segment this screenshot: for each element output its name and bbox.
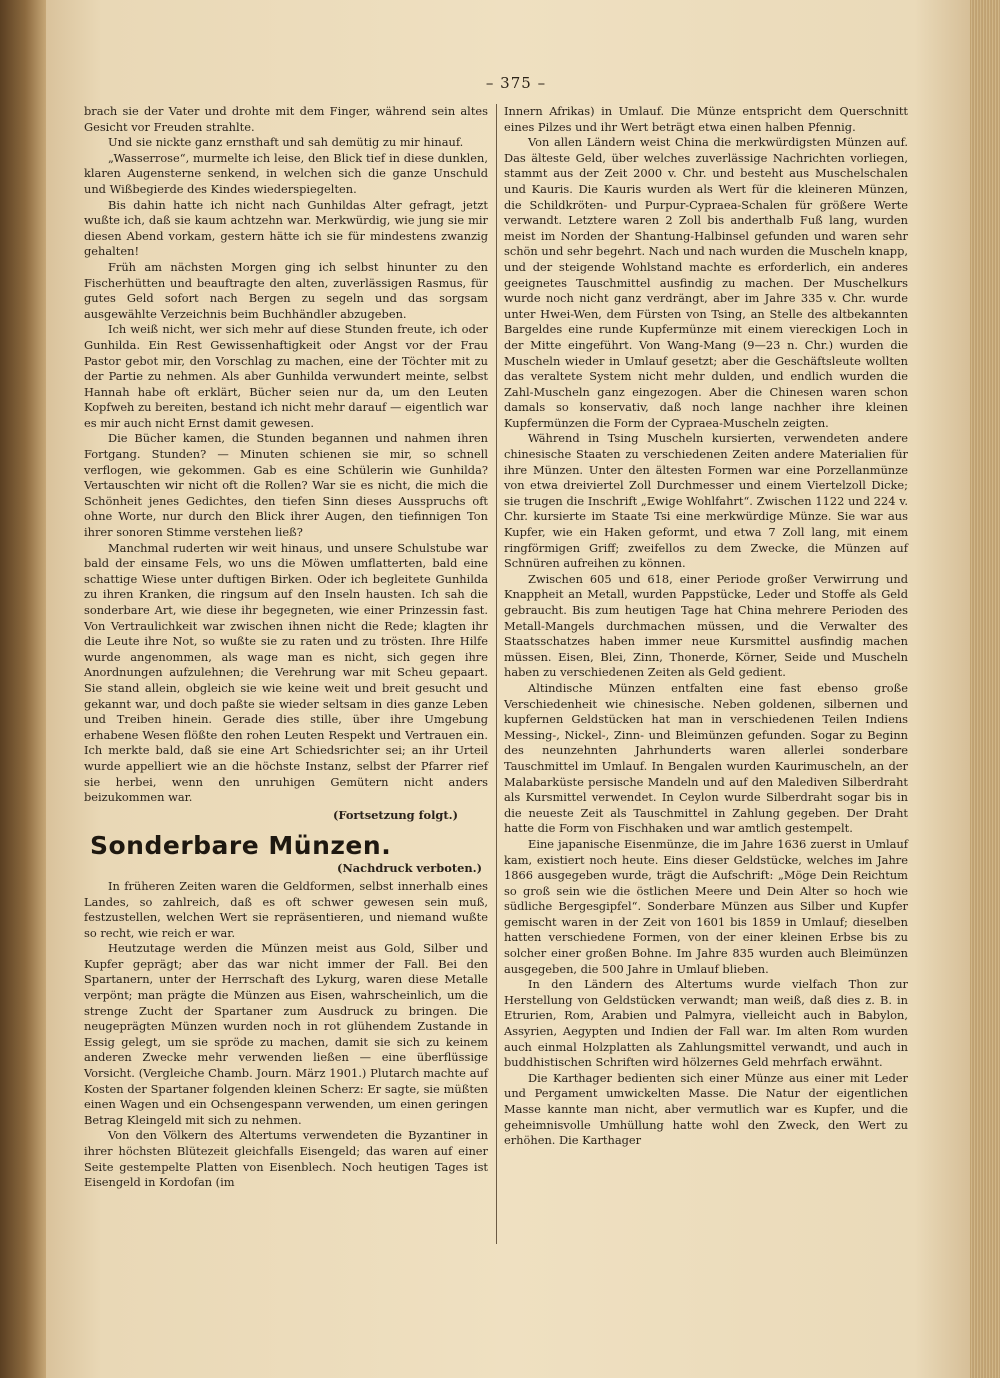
paragraph: Altindische Münzen entfalten eine fast ebenso große Verschiedenheit wie chinesische. Neben goldenen, silbernen und kupfernen Geldstücken hat man in verschiedenen Teilen Indiens Messing-, Nickel-, Zinn- und Bleimünzen gefunden. Sogar zu Beginn des neunzehnten Jahrhunderts waren allerlei sonderbare Tauschmittel im Umlauf. In Bengalen wurden Kaurimuscheln, an der Malabarküste persische Mandeln und auf den Malediven Silberdraht als Kursmittel verwendet. In Ceylon wurde Silberdraht sogar bis in die neueste Zeit als Tauschmittel in Zahlung gegeben. Der Draht hatte die Form von Fischhaken und war amtlich gestempelt. xyxy=(504,680,908,836)
paragraph: Eine japanische Eisenmünze, die im Jahre 1636 zuerst in Umlauf kam, existiert noch heute. Eins dieser Geldstücke, welches im Jahre 1866 ausgegeben wurde, trägt die Aufschrift: „Möge Dein Reichtum so groß sein wie die östlichen Meere und Dein Alter so hoch wie südliche Bergesgipfel“. Sonderbare Münzen aus Silber und Kupfer gemischt waren in der Zeit von 1601 bis 1859 in Umlauf; dieselben hatten verschiedene Formen, von der einer kleinen Erbse bis zu solcher einer großen Bohne. Im Jahre 835 wurden auch Bleimünzen ausgegeben, die 500 Jahre in Umlauf blieben. xyxy=(504,836,908,976)
paragraph: Während in Tsing Muscheln kursierten, verwendeten andere chinesische Staaten zu verschiedenen Zeiten andere Materialien für ihre Münzen. Unter den ältesten Formen war eine Porzellanmünze von etwa dreiviertel Zoll Durchmesser und einem Viertelzoll Dicke; sie trugen die Inschrift „Ewige Wohlfahrt“. Zwischen 1122 und 224 v. Chr. kursierte im Staate Tsi eine merkwürdige Münze. Sie war aus Kupfer, wie ein Haken geformt, und etwa 7 Zoll lang, mit einem ringförmigen Griff; zweifellos zu dem Zwecke, die Münzen auf Schnüren aufreihen zu können. xyxy=(504,431,908,571)
paragraph: Früh am nächsten Morgen ging ich selbst hinunter zu den Fischerhütten und beauftragte den alten, zuverlässigen Rasmus, für gutes Geld sofort nach Bergen zu segeln und das sorgsam ausgewählte Verzeichnis beim Buchhändler abzugeben. xyxy=(84,259,488,321)
continued-label: (Fortsetzung folgt.) xyxy=(332,807,458,822)
book-page xyxy=(46,0,970,1378)
paragraph: Innern Afrikas) in Umlauf. Die Münze entspricht dem Querschnitt eines Pilzes und ihr Wert beträgt etwa einen halben Pfennig. xyxy=(504,104,908,134)
paragraph: Manchmal ruderten wir weit hinaus, und unsere Schulstube war bald der einsame Fels, wo uns die Möwen umflatterten, bald eine schattige Wiese unter duftigen Birken. Oder ich begleitete Gunhilda zu ihren Kranken, die ringsum auf den Inseln hausten. Ich sah die sonderbare Art, wie diese ihr begegneten, wie einer Prinzessin fast. Von Vertraulichkeit war zwischen ihnen nicht die Rede; klagten ihr die Leute ihre Not, so wußte sie zu raten und zu trösten. Ihre Hilfe wurde angenommen, als wage man es nicht, sich gegen ihre Anordnungen aufzulehnen; die Verehrung war mit Scheu gepaart. Sie stand allein, obgleich sie wie keine weit und breit gesucht und gekannt war, und doch paßte sie wieder seltsam in dies ganze Leben und Treiben hinein. Gerade dies stille, über ihre Umgebung erhabene Wesen flößte den rohen Leuten Respekt und Vertrauen ein. Ich merkte bald, daß sie eine Art Schiedsrichter sei; an ihr Urteil wurde appelliert wie an die höchste Instanz, selbst der Pfarrer rief sie herbei, wenn den unruhigen Gemütern nicht anders beizukommen war. xyxy=(84,540,488,805)
paragraph: Die Bücher kamen, die Stunden begannen und nahmen ihren Fortgang. Stunden? — Minuten schienen sie mir, so schnell verflogen, wie gekommen. Gab es eine Schülerin wie Gunhilda? Vertauschten wir nicht oft die Rollen? War sie es nicht, die mich die Schönheit jenes Gedichtes, den tiefen Sinn dieses Ausspruchs oft ohne Worte, nur durch den Blick ihrer Augen, den tiefinnigen Ton ihrer sonoren Stimme verstehen ließ? xyxy=(84,431,488,540)
left-column xyxy=(84,104,488,1191)
book-spine-left xyxy=(0,0,46,1378)
right-column xyxy=(504,104,908,1149)
paragraph: In früheren Zeiten waren die Geldformen, selbst innerhalb eines Landes, so zahlreich, daß es oft schwer gewesen sein muß, festzustellen, welchen Wert sie repräsentieren, und niemand wußte so recht, wie reich er war. xyxy=(84,878,488,940)
paragraph: Ich weiß nicht, wer sich mehr auf diese Stunden freute, ich oder Gunhilda. Ein Rest Gewissenhaftigkeit oder Angst vor der Frau Pastor gebot mir, den Vorschlag zu machen, eine der Töchter mit zu der Partie zu nehmen. Als aber Gunhilda verwundert meinte, selbst Hannah habe oft erklärt, Bücher seien nur da, um den Leuten Kopfweh zu bereiten, bestand ich nicht mehr darauf — eigentlich war es mir auch nicht Ernst damit gewesen. xyxy=(84,322,488,430)
paragraph: brach sie der Vater und drohte mit dem Finger, während sein altes Gesicht vor Freuden strahlte. xyxy=(84,104,488,134)
paragraph: „Wasserrose“, murmelte ich leise, den Blick tief in diese dunklen, klaren Augensterne senkend, in welchen sich die ganze Unschuld und Wißbegierde des Kindes wiederspiegelten. xyxy=(84,150,488,196)
column-divider xyxy=(496,104,497,1244)
paragraph: Von den Völkern des Altertums verwendeten die Byzantiner in ihrer höchsten Blütezeit gleichfalls Eisengeld; das waren auf einer Seite gestempelte Platten von Eisenblech. Noch heutigen Tages ist Eisengeld in Kordofan (im xyxy=(84,1128,488,1190)
paragraph: Und sie nickte ganz ernsthaft und sah demütig zu mir hinauf. xyxy=(108,135,464,150)
paragraph: Die Karthager bedienten sich einer Münze aus einer mit Leder und Pergament umwickelten Masse. Die Natur der eigentlichen Masse kannte man nicht, aber vermutlich war es Kupfer, und die geheimnisvolle Umhüllung hatte wohl den Zweck, den Wert zu erhöhen. Die Karthager xyxy=(504,1070,908,1148)
article-title: Sonderbare Münzen. xyxy=(90,831,392,861)
paragraph: Zwischen 605 und 618, einer Periode großer Verwirrung und Knappheit an Metall, wurden Pappstücke, Leder und Stoffe als Geld gebraucht. Bis zum heutigen Tage hat China mehrere Perioden des Metall-Mangels durchmachen müssen, und die Verwalter des Staatsschatzes haben immer neue Kursmittel ausfindig machen müssen. Eisen, Blei, Zinn, Thonerde, Körner, Seide und Muscheln haben zu verschiedenen Zeiten als Geld gedient. xyxy=(504,571,908,680)
reprint-note: (Nachdruck verboten.) xyxy=(336,861,482,876)
page-number: – 375 – xyxy=(485,74,547,92)
paragraph: Bis dahin hatte ich nicht nach Gunhildas Alter gefragt, jetzt wußte ich, daß sie kaum achtzehn war. Merkwürdig, wie jung sie mir diesen Abend vorkam, gestern hätte ich sie für mindestens zwanzig gehalten! xyxy=(84,197,488,259)
paragraph: Heutzutage werden die Münzen meist aus Gold, Silber und Kupfer geprägt; aber das war nicht immer der Fall. Bei den Spartanern, unter der Herrschaft des Lykurg, waren diese Metalle verpönt; man prägte die Münzen aus Eisen, wahrscheinlich, um die strenge Zucht der Spartaner zum Ausdruck zu bringen. Die neugeprägten Münzen wurden noch in rot glühendem Zustande in Essig gelegt, um sie spröde zu machen, damit sie sich zu keinem anderen Zwecke mehr verwenden ließen — eine überflüssige Vorsicht. (Vergleiche Chamb. Journ. März 1901.) Plutarch machte auf Kosten der Spartaner folgenden kleinen Scherz: Er sagte, sie müßten einen Wagen und ein Ochsengespann verwenden, um einen geringen Betrag Kleingeld mit sich zu nehmen. xyxy=(84,941,488,1127)
paragraph: In den Ländern des Altertums wurde vielfach Thon zur Herstellung von Geldstücken verwandt; man weiß, daß dies z. B. in Etrurien, Rom, Arabien und Palmyra, vielleicht auch in Babylon, Assyrien, Aegypten und Indien der Fall war. Im alten Rom wurden auch einmal Holzplatten als Zahlungsmittel verwandt, und auch in buddhistischen Schriften wird hölzernes Geld mehrfach erwähnt. xyxy=(504,977,908,1070)
paragraph: Von allen Ländern weist China die merkwürdigsten Münzen auf. Das älteste Geld, über welches zuverlässige Nachrichten vorliegen, stammt aus der Zeit 2000 v. Chr. und besteht aus Muschelschalen und Kauris. Die Kauris wurden als Wert für die kleineren Münzen, die Schildkröten- und Purpur-Cypraea-Schalen für größere Werte verwandt. Letztere waren 2 Zoll bis anderthalb Fuß lang, wurden meist im Norden der Shantung-Halbinsel gefunden und waren sehr schön und sehr begehrt. Nach und nach wurden die Muscheln knapp, und der steigende Wohlstand machte es erforderlich, ein anderes geeignetes Tauschmittel ausfindig zu machen. Der Muschelkurs wurde noch nicht ganz verdrängt, aber im Jahre 335 v. Chr. wurde unter Hwei-Wen, dem Fürsten von Tsing, an Stelle des altbekannten Bargeldes eine runde Kupfermünze mit einem viereckigen Loch in der Mitte eingeführt. Von Wang-Mang (9—23 n. Chr.) wurden die Muscheln wieder in Umlauf gesetzt; aber die Geschäftsleute wollten das veraltete System nicht mehr dulden, und endlich wurden die Zahl-Muscheln ganz eingezogen. Aber die Chinesen waren schon damals so konservativ, daß noch lange nachher ihre kleinen Kupfermünzen die Form der Cypraea-Muscheln zeigten. xyxy=(504,135,908,430)
page-edges-right xyxy=(970,0,1000,1378)
